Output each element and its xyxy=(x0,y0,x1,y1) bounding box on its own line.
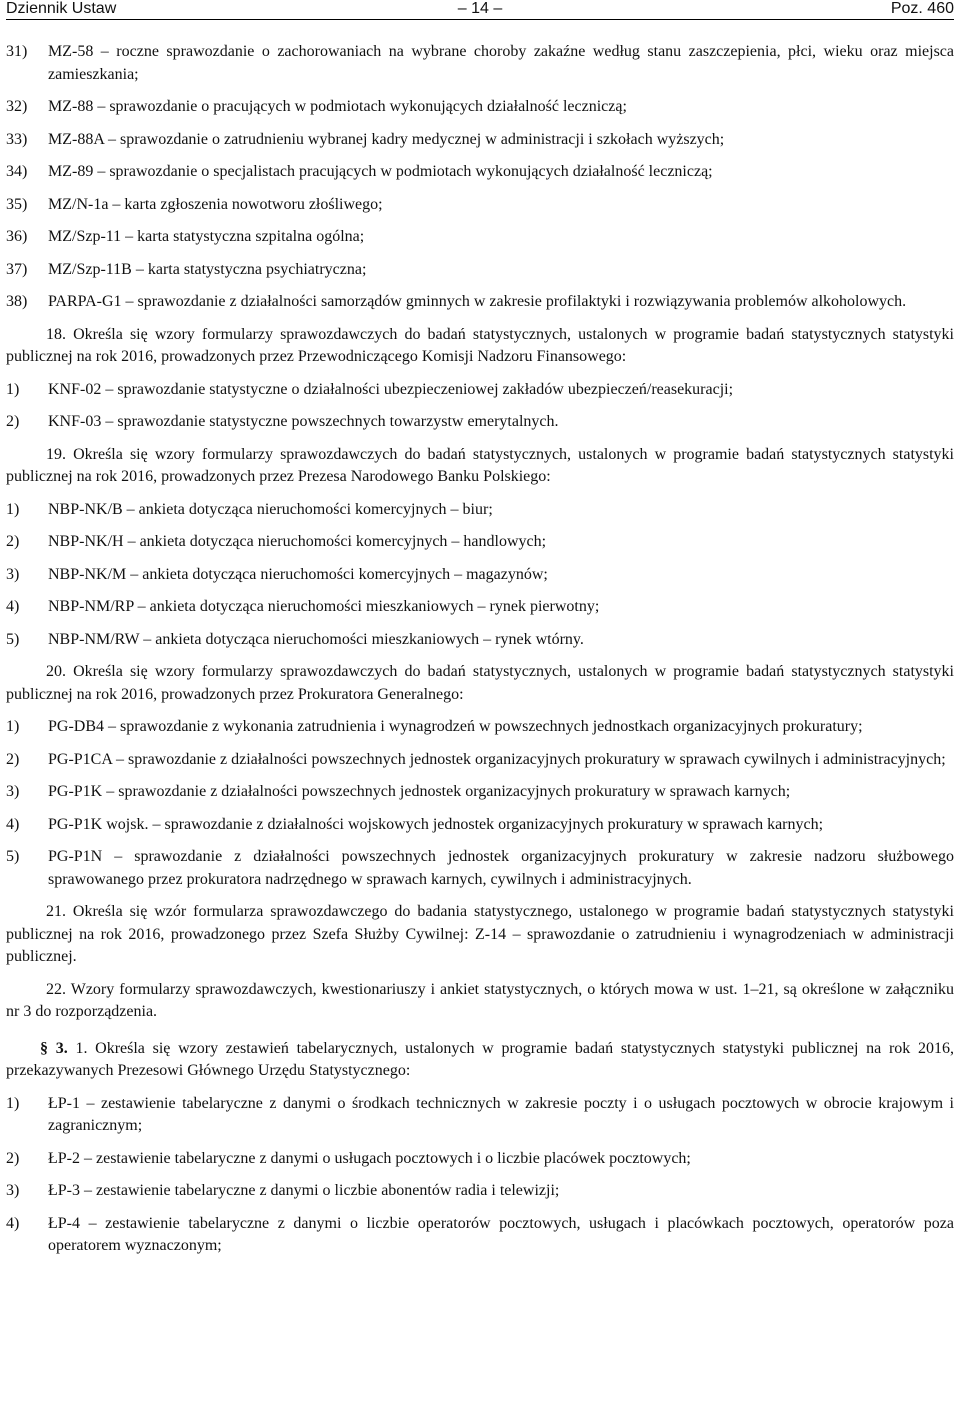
list-item-number: 3) xyxy=(6,783,20,800)
paragraph: 19. Określa się wzory formularzy sprawozdawczych do badań statystycznych, ustalonych w programie badań statystycznych statystyki publicznej na rok 2016, prowadzonych przez Prezesa Narodowego Banku Polskiego: xyxy=(6,445,954,485)
list-item-text: ŁP-4 – zestawienie tabelaryczne z danymi o liczbie operatorów pocztowych, usługach i placówkach pocztowych, operatorów poza operatorem wyznaczonym; xyxy=(48,1214,954,1254)
list-item-number: 38) xyxy=(6,293,28,310)
list-item xyxy=(6,499,954,522)
list-item-number: 4) xyxy=(6,598,20,615)
list-item-number: 2) xyxy=(6,533,20,550)
list-item-number: 1) xyxy=(6,500,20,518)
list-item xyxy=(6,226,954,249)
list-item-text: PARPA-G1 – sprawozdanie z działalności samorządów gminnych w zakresie profilaktyki i rozwiązywania problemów alkoholowych. xyxy=(48,293,907,310)
list-item xyxy=(6,564,954,587)
list-item-number: 2) xyxy=(6,413,20,430)
list-item xyxy=(6,629,954,652)
list-item xyxy=(6,716,954,739)
list-item xyxy=(6,781,954,804)
list-item-text: ŁP-1 – zestawienie tabelaryczne z danymi o środkach technicznych w zakresie poczty i o usługach pocztowych w obrocie krajowym i zagranicznym; xyxy=(48,1094,954,1134)
list-item xyxy=(6,379,954,402)
list-item xyxy=(6,129,954,152)
list-item-text: PG-DB4 – sprawozdanie z wykonania zatrudnienia i wynagrodzeń w powszechnych jednostkach organizacyjnych prokuratury; xyxy=(48,718,863,735)
list-item-number: 32) xyxy=(6,98,28,115)
list-item-text: MZ/Szp-11B – karta statystyczna psychiatryczna; xyxy=(48,260,367,278)
section-text: 1. Określa się wzory zestawień tabelarycznych, ustalonych w programie badań statystycznych statystyki publicznej na rok 2016, przekazywanych Prezesowi Głównego Urzędu Statystycznego: xyxy=(6,1039,955,1079)
list-item-number: 3) xyxy=(6,1182,20,1199)
paragraph: 22. Wzory formularzy sprawozdawczych, kwestionariuszy i ankiet statystycznych, o których mowa w ust. 1–21, są określone w załączniku nr 3 do rozporządzenia. xyxy=(6,980,954,1020)
list-item-number: 2) xyxy=(6,1149,20,1167)
document-body xyxy=(6,20,954,1258)
list-item xyxy=(6,41,954,86)
list-item xyxy=(6,194,954,217)
list-item xyxy=(6,1180,954,1203)
list-item-text: ŁP-3 – zestawienie tabelaryczne z danymi o liczbie abonentów radia i telewizji; xyxy=(48,1182,560,1199)
list-item-text: MZ-89 – sprawozdanie o specjalistach pracujących w podmiotach wykonujących działalność leczniczą; xyxy=(48,163,713,180)
list-item-number: 4) xyxy=(6,815,20,833)
list-item xyxy=(6,411,954,434)
list-item-text: MZ/N-1a – karta zgłoszenia nowotworu złośliwego; xyxy=(48,195,383,213)
list-item-text: MZ-58 – roczne sprawozdanie o zachorowaniach na wybrane choroby zakaźne według stanu zaszczepienia, płci, wieku oraz miejsca zamieszkania; xyxy=(48,43,954,83)
list-item-number: 37) xyxy=(6,260,28,278)
list-item-text: MZ-88 – sprawozdanie o pracujących w podmiotach wykonujących działalność leczniczą; xyxy=(48,98,627,115)
list-item-text: ŁP-2 – zestawienie tabelaryczne z danymi o usługach pocztowych i o liczbie placówek pocztowych; xyxy=(48,1149,691,1167)
paragraph: 21. Określa się wzór formularza sprawozdawczego do badania statystycznego, ustalonego w programie badań statystycznych statystyki publicznej na rok 2016, prowadzonego przez Szefa Służby Cywilnej: Z-14 – sprawozdanie o zatrudnieniu i wynagrodzeniach w administracji publicznej. xyxy=(6,903,954,965)
paragraph: 20. Określa się wzory formularzy sprawozdawczych do badań statystycznych, ustalonych w programie badań statystycznych statystyki publicznej na rok 2016, prowadzonych przez Prokuratora Generalnego: xyxy=(6,663,954,703)
list-item-number: 1) xyxy=(6,1094,20,1112)
list-item-text: PG-P1N – sprawozdanie z działalności powszechnych jednostek organizacyjnych prokuratury w zakresie nadzoru służbowego sprawowanego przez prokuratora nadrzędnego w sprawach karnych, cywilnych i administracyjnych. xyxy=(48,848,954,888)
list-item-text: KNF-03 – sprawozdanie statystyczne powszechnych towarzystw emerytalnych. xyxy=(48,413,559,430)
list-item-number: 5) xyxy=(6,848,20,865)
list-item-number: 1) xyxy=(6,718,20,735)
list-item xyxy=(6,1148,954,1171)
list-item-number: 35) xyxy=(6,195,28,213)
list-item-text: MZ-88A – sprawozdanie o zatrudnieniu wybranej kadry medycznej w administracji i szkołach wyższych; xyxy=(48,130,725,148)
page-number: – 14 – xyxy=(457,0,503,17)
list-item-number: 3) xyxy=(6,565,20,583)
position-number: Poz. 460 xyxy=(890,0,954,17)
list-item-text: MZ/Szp-11 – karta statystyczna szpitalna ogólna; xyxy=(48,228,365,245)
list-item-text: KNF-02 – sprawozdanie statystyczne o działalności ubezpieczeniowej zakładów ubezpieczeń/reasekuracji; xyxy=(48,380,734,398)
list-item-text: PG-P1K – sprawozdanie z działalności powszechnych jednostek organizacyjnych prokuratury w sprawach karnych; xyxy=(48,783,791,800)
list-item-text: NBP-NM/RP – ankieta dotycząca nieruchomości mieszkaniowych – rynek pierwotny; xyxy=(48,598,600,615)
list-item-number: 36) xyxy=(6,228,28,245)
list-item xyxy=(6,161,954,184)
section-number: § 3. xyxy=(40,1039,68,1057)
list-item-number: 1) xyxy=(6,380,20,398)
list-item-text: PG-P1K wojsk. – sprawozdanie z działalności wojskowych jednostek organizacyjnych prokuratury w sprawach karnych; xyxy=(48,815,824,833)
list-item-number: 2) xyxy=(6,750,20,768)
list-item-number: 33) xyxy=(6,130,28,148)
list-item xyxy=(6,96,954,119)
journal-title: Dziennik Ustaw xyxy=(6,0,117,17)
list-item-text: PG-P1CA – sprawozdanie z działalności powszechnych jednostek organizacyjnych prokuratury w sprawach cywilnych i administracyjnych; xyxy=(48,750,946,768)
list-item xyxy=(6,259,954,282)
section-paragraph xyxy=(6,1038,954,1083)
list-item xyxy=(6,1213,954,1258)
list-item-number: 31) xyxy=(6,43,28,60)
list-item-number: 34) xyxy=(6,163,28,180)
paragraph: 18. Określa się wzory formularzy sprawozdawczych do badań statystycznych, ustalonych w programie badań statystycznych statystyki publicznej na rok 2016, prowadzonych przez Przewodniczącego Komisji Nadzoru Finansowego: xyxy=(6,325,954,365)
page-header xyxy=(6,0,954,20)
list-item-text: NBP-NK/M – ankieta dotycząca nieruchomości komercyjnych – magazynów; xyxy=(48,565,548,583)
list-item xyxy=(6,531,954,554)
list-item-number: 4) xyxy=(6,1214,20,1232)
list-item xyxy=(6,814,954,837)
list-item xyxy=(6,1093,954,1138)
list-item-text: NBP-NK/H – ankieta dotycząca nieruchomości komercyjnych – handlowych; xyxy=(48,533,547,550)
list-item-text: NBP-NM/RW – ankieta dotycząca nieruchomości mieszkaniowych – rynek wtórny. xyxy=(48,630,584,648)
list-item-text: NBP-NK/B – ankieta dotycząca nieruchomości komercyjnych – biur; xyxy=(48,500,493,518)
list-item xyxy=(6,596,954,619)
list-item xyxy=(6,846,954,891)
list-item-number: 5) xyxy=(6,630,20,648)
list-item xyxy=(6,291,954,314)
list-item xyxy=(6,749,954,772)
